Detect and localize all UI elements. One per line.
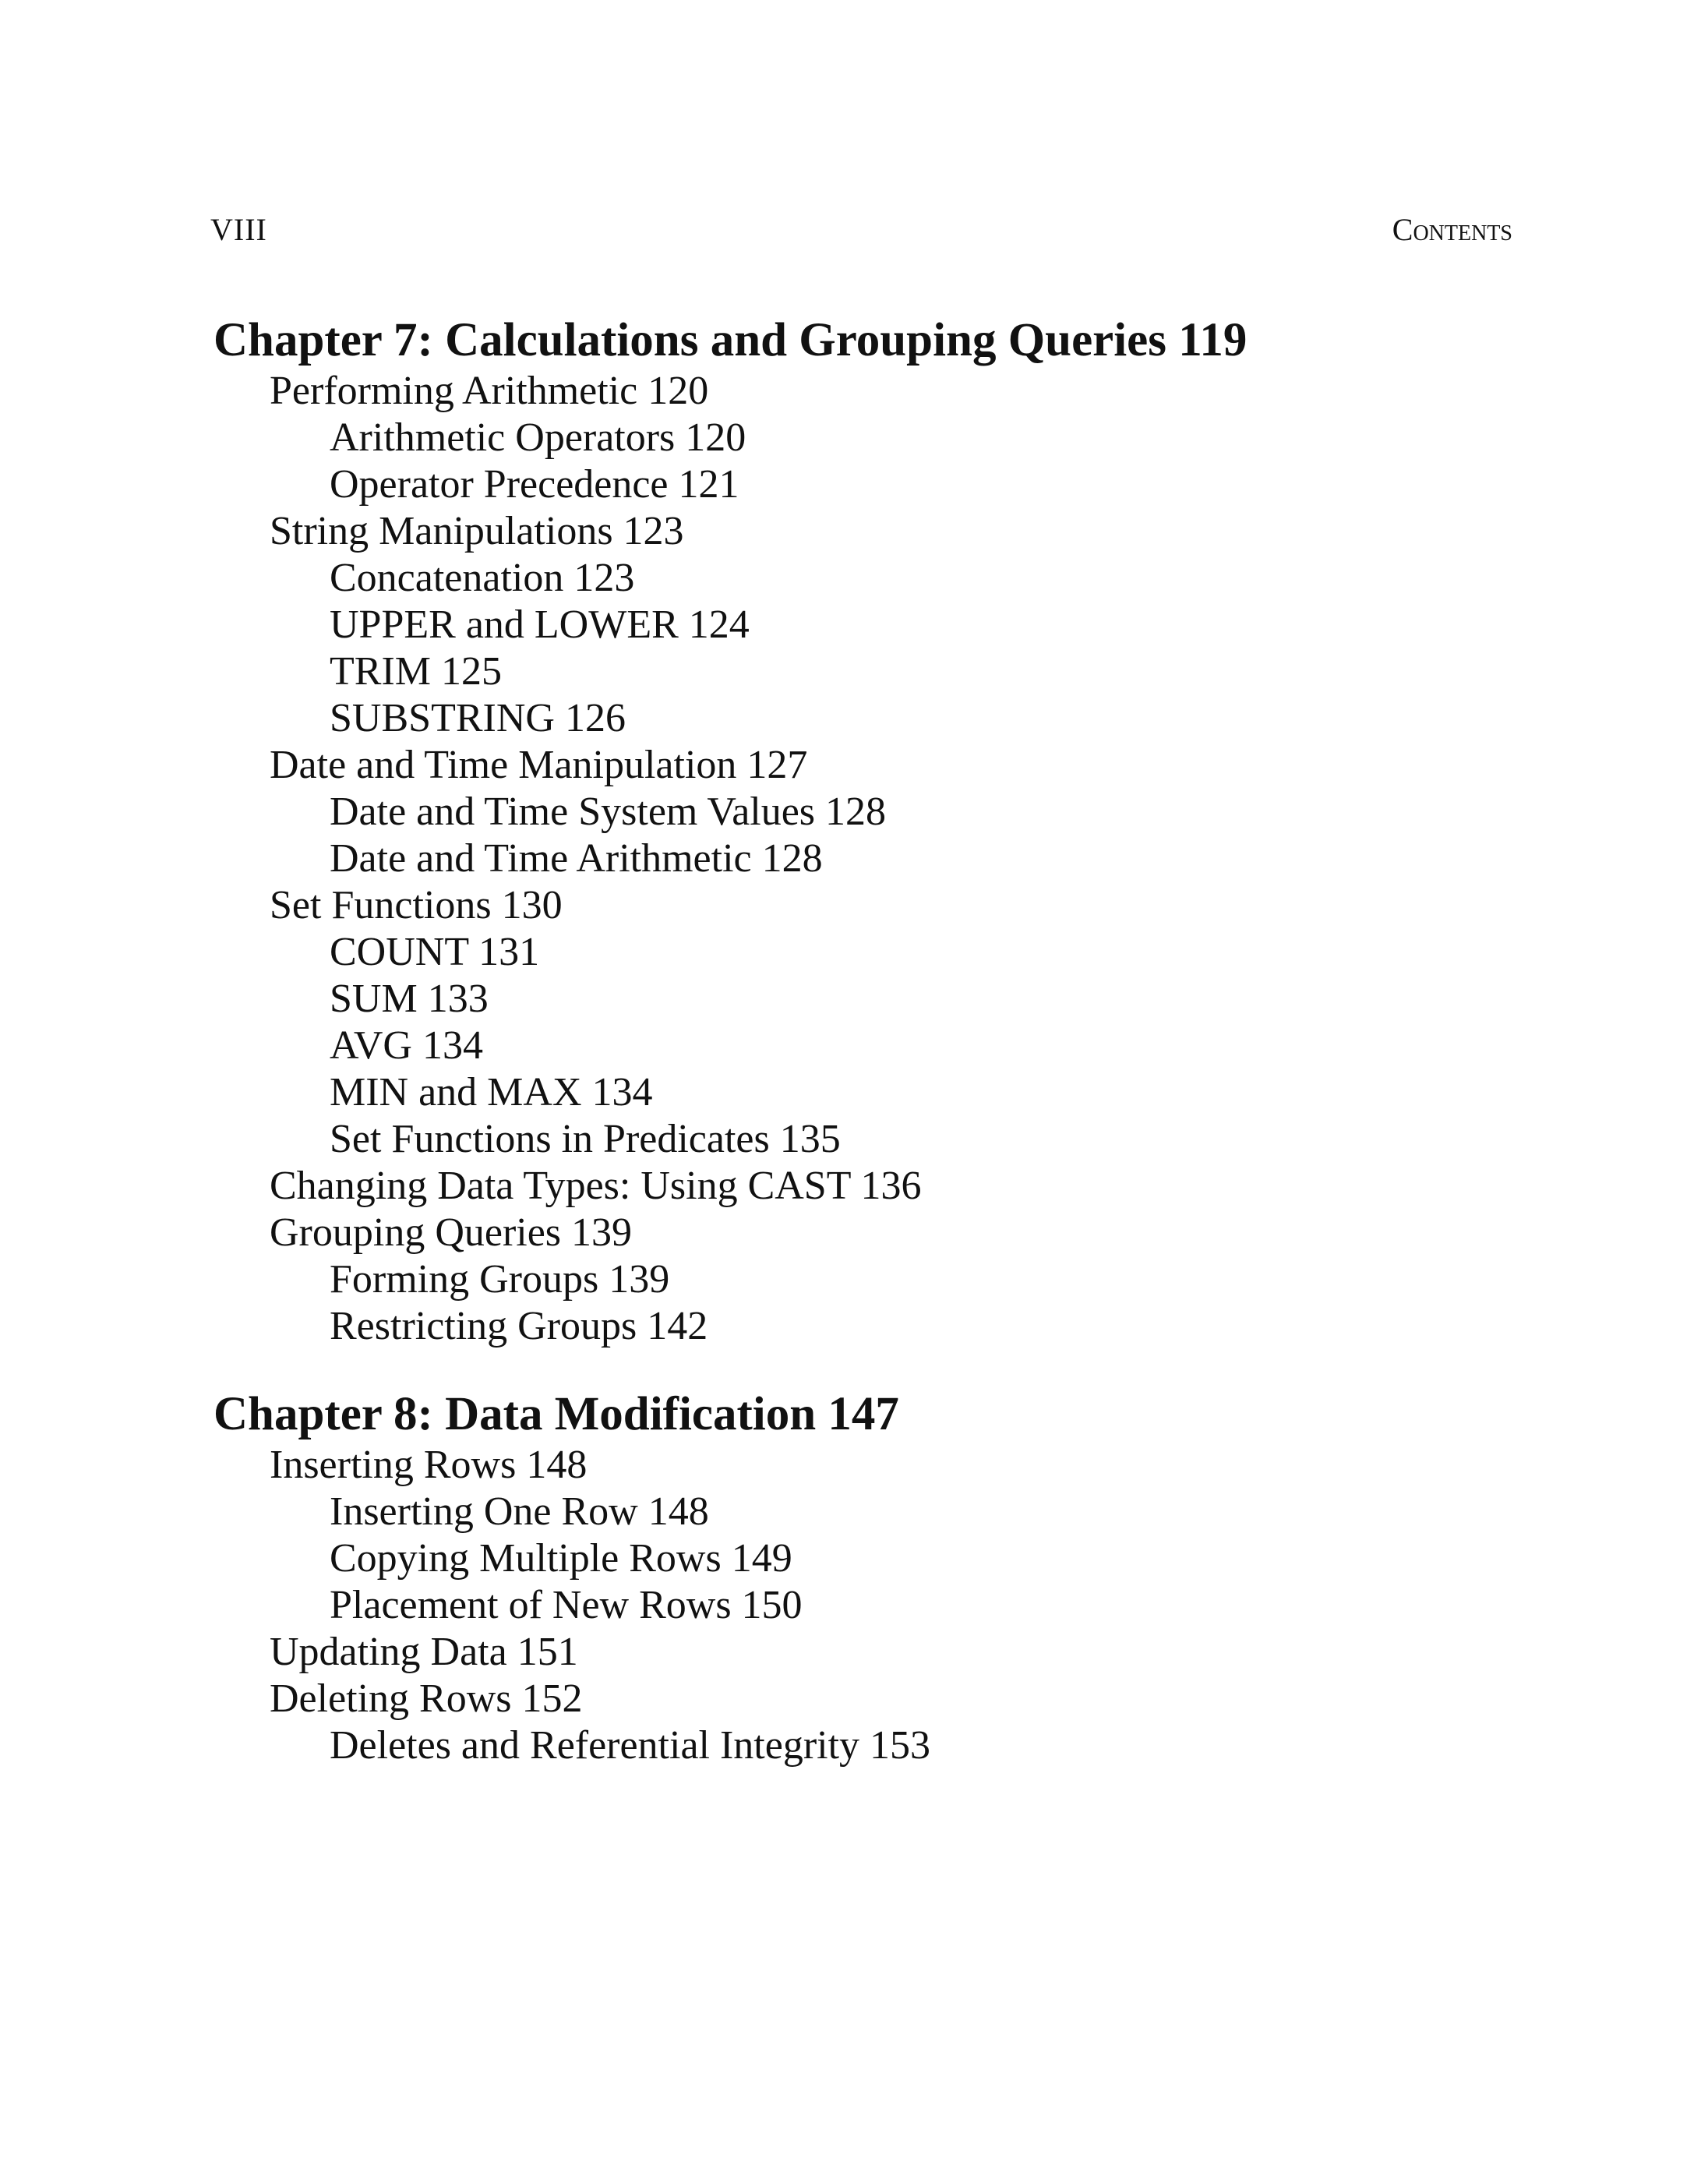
toc-subsection: Inserting One Row 148	[330, 1489, 709, 1534]
chapter-title: Chapter 8: Data Modification 147	[214, 1388, 899, 1440]
toc-subsection: Set Functions in Predicates 135	[330, 1117, 841, 1161]
toc-subsection: Restricting Groups 142	[330, 1304, 708, 1348]
toc-subsection: TRIM 125	[330, 649, 502, 694]
toc-section: Deleting Rows 152	[270, 1676, 583, 1721]
toc-section: Set Functions 130	[270, 883, 563, 927]
toc-subsection: Copying Multiple Rows 149	[330, 1536, 792, 1581]
toc-subsection: Date and Time Arithmetic 128	[330, 836, 823, 881]
toc-section: Inserting Rows 148	[270, 1443, 588, 1487]
page-number: VIII	[210, 212, 267, 247]
toc-section: Grouping Queries 139	[270, 1210, 633, 1255]
chapter-7-section	[0, 313, 1708, 1350]
toc-subsection: Concatenation 123	[330, 556, 635, 600]
toc-subsection: UPPER and LOWER 124	[330, 602, 750, 647]
toc-subsection: AVG 134	[330, 1023, 483, 1068]
toc-subsection: Deletes and Referential Integrity 153	[330, 1723, 931, 1768]
toc-subsection: Date and Time System Values 128	[330, 790, 887, 834]
toc-subsection: COUNT 131	[330, 930, 540, 974]
toc-subsection: Arithmetic Operators 120	[330, 415, 746, 460]
toc-section: Date and Time Manipulation 127	[270, 743, 808, 787]
toc-subsection: SUBSTRING 126	[330, 696, 626, 740]
chapter-title: Chapter 7: Calculations and Grouping Queries 119	[214, 314, 1247, 366]
toc-section: String Manipulations 123	[270, 509, 684, 553]
toc-subsection: Operator Precedence 121	[330, 462, 739, 507]
toc-subsection: Forming Groups 139	[330, 1257, 670, 1302]
running-title: Contents	[1392, 212, 1512, 247]
toc-subsection: Placement of New Rows 150	[330, 1583, 803, 1627]
toc-subsection: MIN and MAX 134	[330, 1070, 653, 1114]
toc-section: Changing Data Types: Using CAST 136	[270, 1164, 922, 1208]
toc-subsection: SUM 133	[330, 977, 489, 1021]
toc-section: Performing Arithmetic 120	[270, 369, 709, 413]
toc-section: Updating Data 151	[270, 1630, 578, 1674]
chapter-8-section	[0, 1387, 1708, 1769]
